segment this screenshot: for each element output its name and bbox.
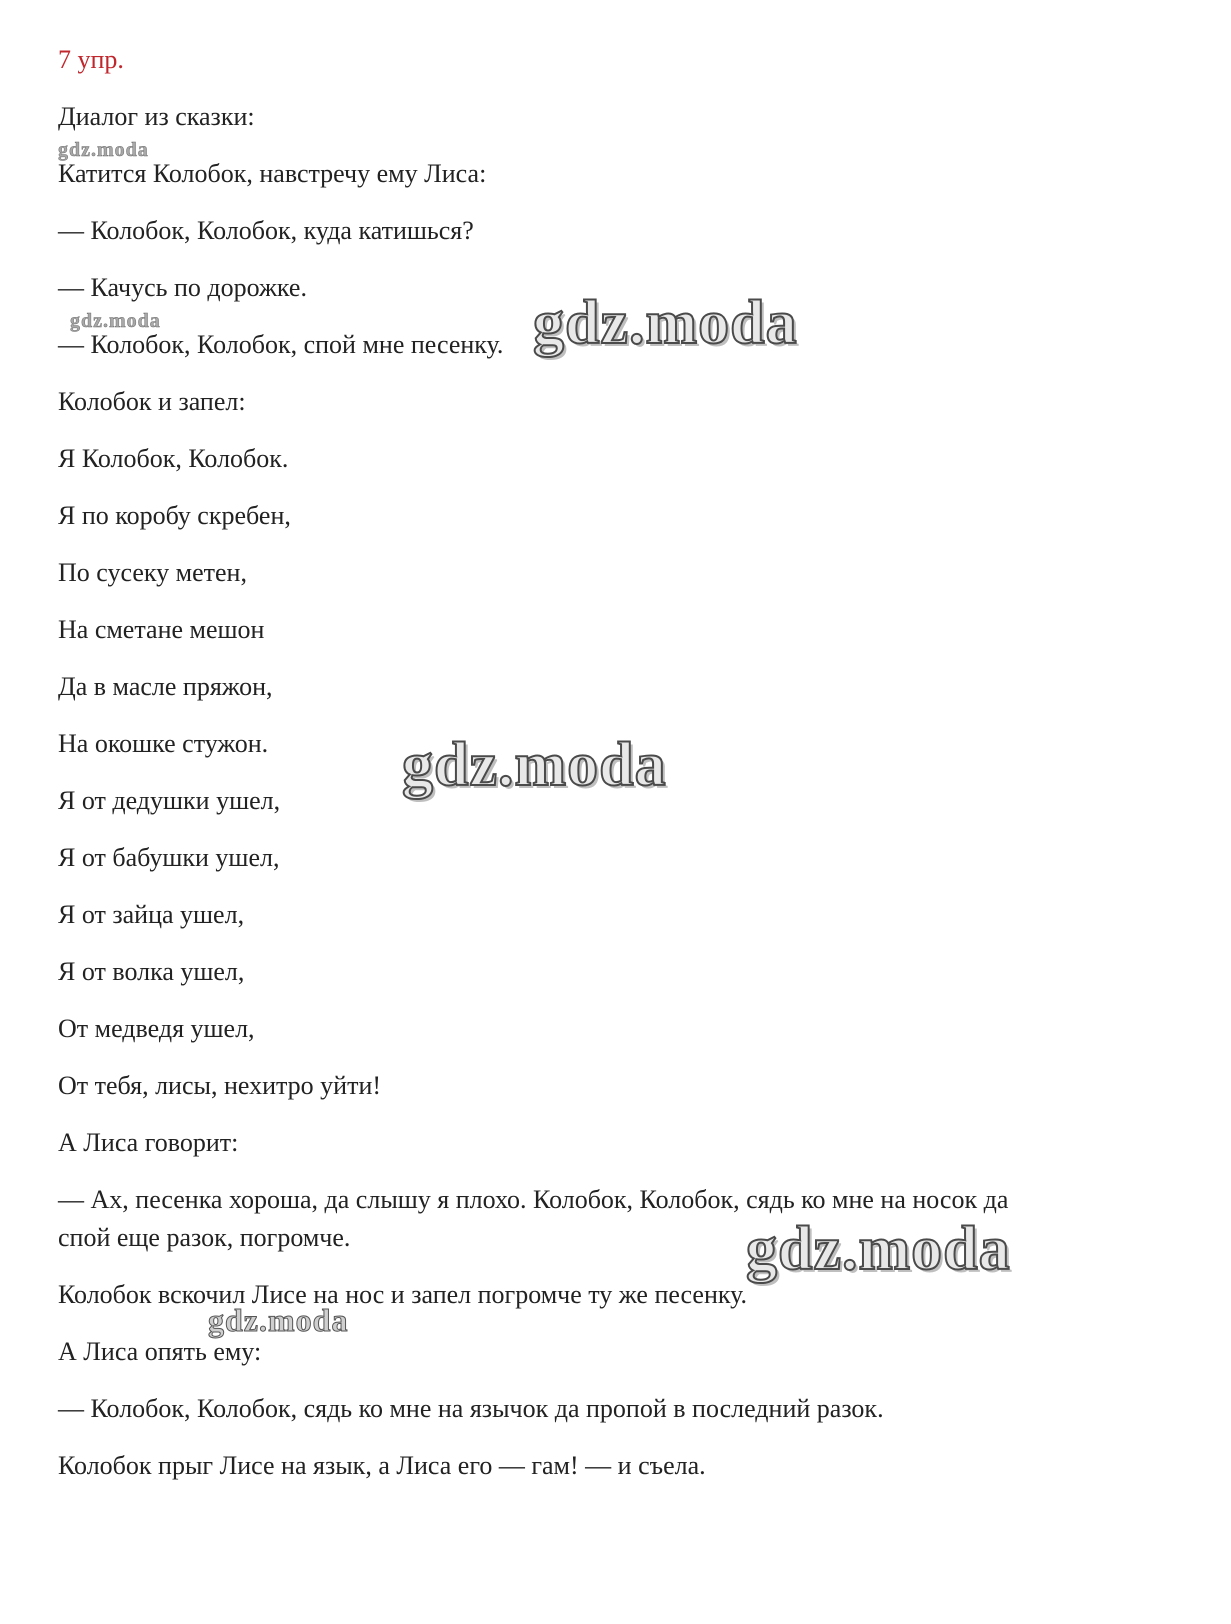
dialog-line-continued: спой еще разок, погромче.	[58, 1223, 351, 1252]
intro-line: Диалог из сказки:	[58, 102, 255, 131]
text-line: Колобок вскочил Лисе на нос и запел погромче ту же песенку.	[58, 1280, 748, 1309]
watermark-medium: gdz.moda	[208, 1302, 349, 1338]
song-line: Я Колобок, Колобок.	[58, 444, 289, 473]
dialog-line: — Качусь по дорожке.	[58, 273, 307, 302]
exercise-heading: 7 упр.	[58, 45, 124, 74]
song-line: Да в масле пряжон,	[58, 672, 273, 701]
song-line: Я от волка ушел,	[58, 957, 245, 986]
watermark-large: gdz.moda	[746, 1215, 1011, 1283]
text-line: А Лиса опять ему:	[58, 1337, 262, 1366]
text-line: Катится Колобок, навстречу ему Лиса:	[58, 159, 487, 188]
text-line: Колобок прыг Лисе на язык, а Лиса его — гам! — и съела.	[58, 1451, 706, 1480]
song-line: Я от зайца ушел,	[58, 900, 245, 929]
dialog-line: — Ах, песенка хороша, да слышу я плохо. Колобок, Колобок, сядь ко мне на носок да	[58, 1185, 1009, 1214]
song-line: Я по коробу скребен,	[58, 501, 291, 530]
song-line: От тебя, лисы, нехитро уйти!	[58, 1071, 382, 1100]
song-line: На окошке стужон.	[58, 729, 269, 758]
watermark-large: gdz.moda	[533, 289, 798, 357]
dialog-line: — Колобок, Колобок, спой мне песенку.	[58, 330, 504, 359]
watermark-large: gdz.moda	[402, 731, 667, 799]
watermark-small: gdz.moda	[58, 139, 149, 161]
dialog-line: — Колобок, Колобок, сядь ко мне на язычок да пропой в последний разок.	[58, 1394, 884, 1423]
watermark-small: gdz.moda	[70, 310, 161, 332]
song-line: На сметане мешон	[58, 615, 265, 644]
song-line: Я от дедушки ушел,	[58, 786, 281, 815]
song-line: Я от бабушки ушел,	[58, 843, 280, 872]
song-line: От медведя ушел,	[58, 1014, 255, 1043]
text-line: Колобок и запел:	[58, 387, 246, 416]
dialog-line: — Колобок, Колобок, куда катишься?	[58, 216, 474, 245]
text-line: А Лиса говорит:	[58, 1128, 239, 1157]
song-line: По сусеку метен,	[58, 558, 247, 587]
